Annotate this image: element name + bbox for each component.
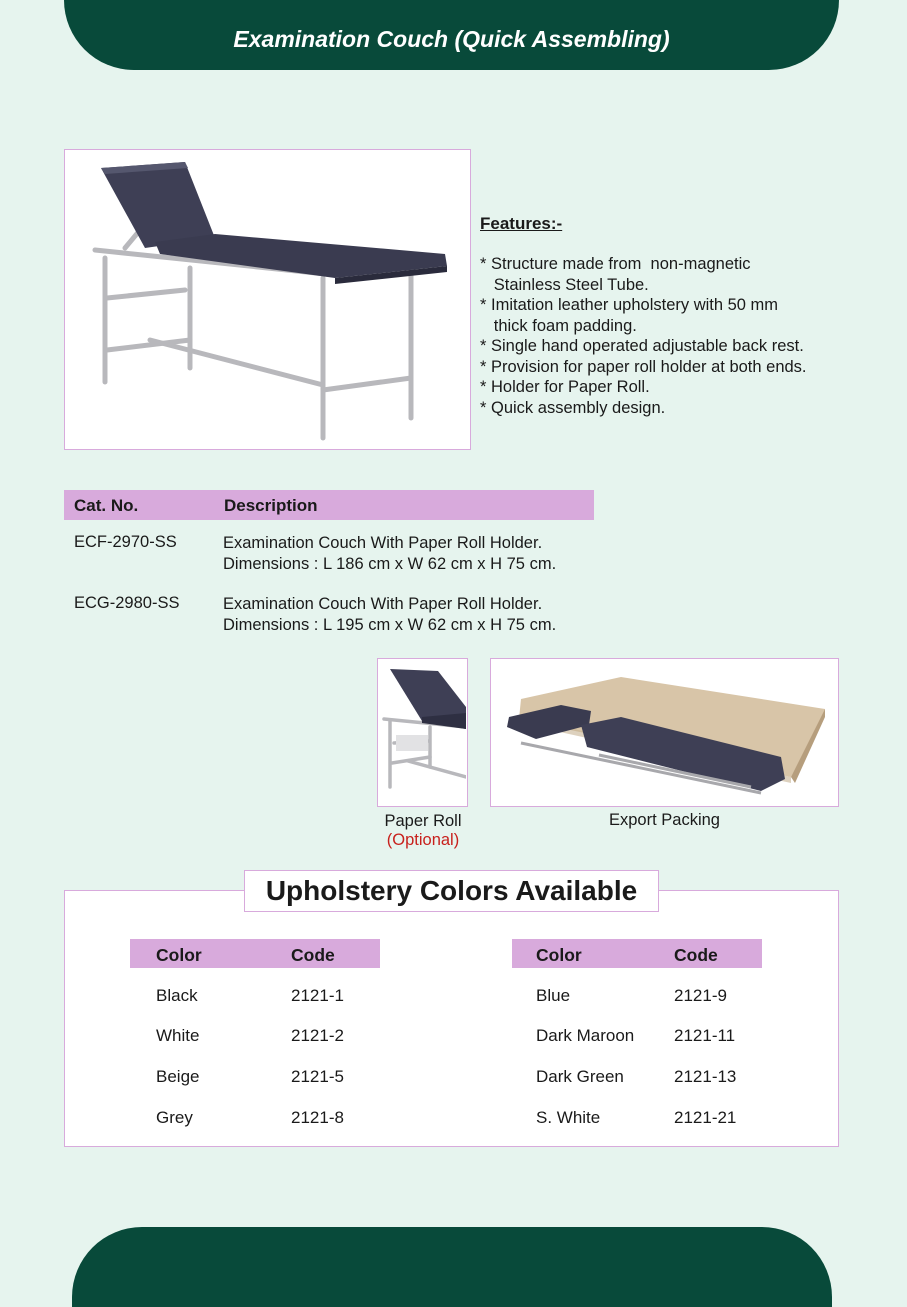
color-code: 2121-13 [674, 1067, 737, 1086]
color-code: 2121-2 [291, 1026, 344, 1045]
product-description [223, 594, 556, 635]
couch-image [64, 149, 471, 450]
color-code: 2121-8 [291, 1108, 344, 1127]
feature-item: * Holder for Paper Roll. [480, 378, 650, 396]
export-packing-caption: Export Packing [609, 811, 720, 829]
feature-item: * Provision for paper roll holder at both ends. [480, 357, 807, 376]
cat-number: ECF-2970-SS [74, 533, 177, 551]
paper-roll-label: Paper Roll [384, 812, 462, 830]
product-table-header [64, 490, 594, 520]
color-name: Dark Green [536, 1067, 624, 1086]
export-packing-image [490, 658, 839, 807]
footer-band [72, 1227, 832, 1307]
description-line: Examination Couch With Paper Roll Holder. [223, 534, 543, 552]
color-code: 2121-5 [291, 1067, 344, 1086]
feature-item: * Imitation leather upholstery with 50 mm [480, 296, 779, 314]
column-header-cat: Cat. No. [74, 496, 139, 515]
color-name: Dark Maroon [536, 1026, 635, 1045]
column-header-description: Description [224, 496, 318, 515]
paper-roll-caption [372, 812, 474, 850]
color-name: Blue [536, 986, 571, 1005]
cat-number: ECG-2980-SS [74, 594, 180, 612]
colors-table-header-left [130, 939, 380, 968]
feature-item: Stainless Steel Tube. [480, 275, 649, 294]
paper-roll-image [377, 658, 468, 807]
color-name: Grey [156, 1108, 193, 1127]
color-code: 2121-11 [674, 1026, 736, 1045]
feature-item: * Structure made from non-magnetic [480, 255, 751, 273]
color-code: 2121-21 [674, 1108, 737, 1127]
page-title: Examination Couch (Quick Assembling) [233, 26, 670, 52]
color-code: 2121-1 [291, 986, 344, 1005]
features-list [480, 254, 807, 418]
dimensions-line: Dimensions : L 195 cm x W 62 cm x H 75 cm. [223, 615, 557, 634]
color-code: 2121-9 [674, 986, 727, 1005]
features-title: Features:- [480, 214, 563, 233]
column-header-code: Code [291, 945, 335, 965]
color-name: S. White [536, 1108, 601, 1127]
color-name: White [156, 1026, 200, 1045]
color-name: Black [156, 986, 198, 1005]
column-header-code: Code [674, 945, 718, 965]
description-line: Examination Couch With Paper Roll Holder. [223, 595, 543, 613]
feature-item: * Quick assembly design. [480, 398, 666, 417]
product-description [223, 533, 556, 574]
colors-table-header-right [512, 939, 762, 968]
dimensions-line: Dimensions : L 186 cm x W 62 cm x H 75 cm. [223, 554, 557, 573]
colors-title: Upholstery Colors Available [244, 870, 659, 912]
color-name: Beige [156, 1067, 200, 1086]
feature-item: * Single hand operated adjustable back rest. [480, 337, 804, 355]
column-header-color: Color [156, 945, 202, 965]
feature-item: thick foam padding. [480, 316, 637, 335]
column-header-color: Color [536, 945, 582, 965]
optional-label: (Optional) [386, 831, 460, 849]
